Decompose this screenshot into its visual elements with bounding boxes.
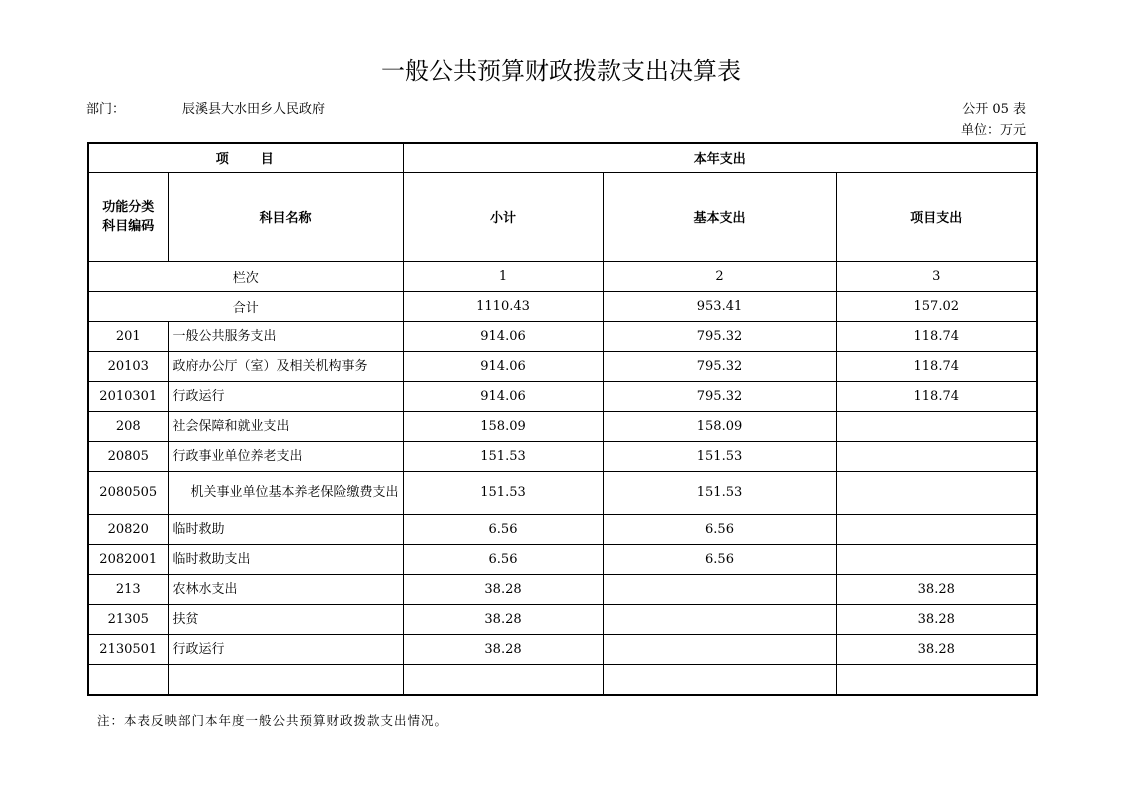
row-basic: 795.32 (603, 321, 836, 351)
row-code: 213 (88, 574, 168, 604)
table-row (88, 441, 1037, 471)
table-row (88, 351, 1037, 381)
row-code: 2130501 (88, 634, 168, 664)
row-basic: 151.53 (603, 471, 836, 514)
row-subtotal: 6.56 (403, 514, 603, 544)
row-subtotal: 914.06 (403, 381, 603, 411)
header-basic: 基本支出 (603, 172, 836, 261)
table-row (88, 544, 1037, 574)
row-project (836, 441, 1037, 471)
row-subtotal: 151.53 (403, 441, 603, 471)
row-subtotal: 158.09 (403, 411, 603, 441)
blank-cell (88, 664, 168, 695)
row-project (836, 544, 1037, 574)
unit-label: 单位：万元 (960, 123, 1026, 138)
row-name: 农林水支出 (168, 574, 403, 604)
row-name: 一般公共服务支出 (168, 321, 403, 351)
row-project (836, 471, 1037, 514)
table-row (88, 574, 1037, 604)
row-name: 社会保障和就业支出 (168, 411, 403, 441)
blank-row (88, 664, 1037, 695)
row-project: 38.28 (836, 634, 1037, 664)
form-number: 公开 05 表 (962, 102, 1026, 117)
row-subtotal: 6.56 (403, 544, 603, 574)
row-name: 政府办公厅（室）及相关机构事务 (168, 351, 403, 381)
row-project: 118.74 (836, 321, 1037, 351)
row-name: 机关事业单位基本养老保险缴费支出 (168, 471, 403, 514)
row-name: 行政事业单位养老支出 (168, 441, 403, 471)
header-subject-name: 科目名称 (168, 172, 403, 261)
row-project (836, 514, 1037, 544)
row-basic: 6.56 (603, 544, 836, 574)
header-project: 项目支出 (836, 172, 1037, 261)
total-basic: 953.41 (603, 291, 836, 321)
department-name: 辰溪县大水田乡人民政府 (182, 102, 326, 117)
row-basic: 795.32 (603, 381, 836, 411)
table-row (88, 634, 1037, 664)
row-code: 2080505 (88, 471, 168, 514)
header-current-year: 本年支出 (403, 143, 1037, 172)
row-basic (603, 574, 836, 604)
row-code: 201 (88, 321, 168, 351)
total-label: 合计 (88, 291, 403, 321)
row-subtotal: 914.06 (403, 351, 603, 381)
row-basic (603, 604, 836, 634)
table-row (88, 381, 1037, 411)
total-subtotal: 1110.43 (403, 291, 603, 321)
row-code: 21305 (88, 604, 168, 634)
row-project: 118.74 (836, 351, 1037, 381)
row-basic: 158.09 (603, 411, 836, 441)
row-basic: 795.32 (603, 351, 836, 381)
blank-cell (168, 664, 403, 695)
row-code: 2082001 (88, 544, 168, 574)
blank-cell (836, 664, 1037, 695)
column-number-1: 1 (403, 261, 603, 291)
row-subtotal: 151.53 (403, 471, 603, 514)
row-subtotal: 38.28 (403, 634, 603, 664)
total-project: 157.02 (836, 291, 1037, 321)
table-row (88, 514, 1037, 544)
row-code: 208 (88, 411, 168, 441)
row-basic (603, 634, 836, 664)
department-label: 部门： (86, 102, 126, 117)
table-row (88, 604, 1037, 634)
table-row (88, 471, 1037, 514)
row-project: 38.28 (836, 604, 1037, 634)
header-subtotal: 小计 (403, 172, 603, 261)
table-row (88, 321, 1037, 351)
row-name: 扶贫 (168, 604, 403, 634)
row-code: 20805 (88, 441, 168, 471)
row-basic: 6.56 (603, 514, 836, 544)
header-item: 项 目 (88, 143, 403, 172)
row-code: 20103 (88, 351, 168, 381)
row-name: 临时救助 (168, 514, 403, 544)
row-name: 行政运行 (168, 634, 403, 664)
column-number-label: 栏次 (88, 261, 403, 291)
header-code: 功能分类 科目编码 (88, 172, 168, 261)
row-project: 118.74 (836, 381, 1037, 411)
footnote: 注：本表反映部门本年度一般公共预算财政拨款支出情况。 (97, 713, 449, 728)
row-subtotal: 38.28 (403, 604, 603, 634)
table-row (88, 411, 1037, 441)
column-number-3: 3 (836, 261, 1037, 291)
column-number-2: 2 (603, 261, 836, 291)
row-subtotal: 38.28 (403, 574, 603, 604)
blank-cell (403, 664, 603, 695)
row-code: 20820 (88, 514, 168, 544)
row-name: 行政运行 (168, 381, 403, 411)
row-project: 38.28 (836, 574, 1037, 604)
page-title: 一般公共预算财政拨款支出决算表 (381, 57, 741, 85)
row-code: 2010301 (88, 381, 168, 411)
expenditure-table (87, 142, 1038, 696)
row-name: 临时救助支出 (168, 544, 403, 574)
blank-cell (603, 664, 836, 695)
row-basic: 151.53 (603, 441, 836, 471)
row-subtotal: 914.06 (403, 321, 603, 351)
row-project (836, 411, 1037, 441)
